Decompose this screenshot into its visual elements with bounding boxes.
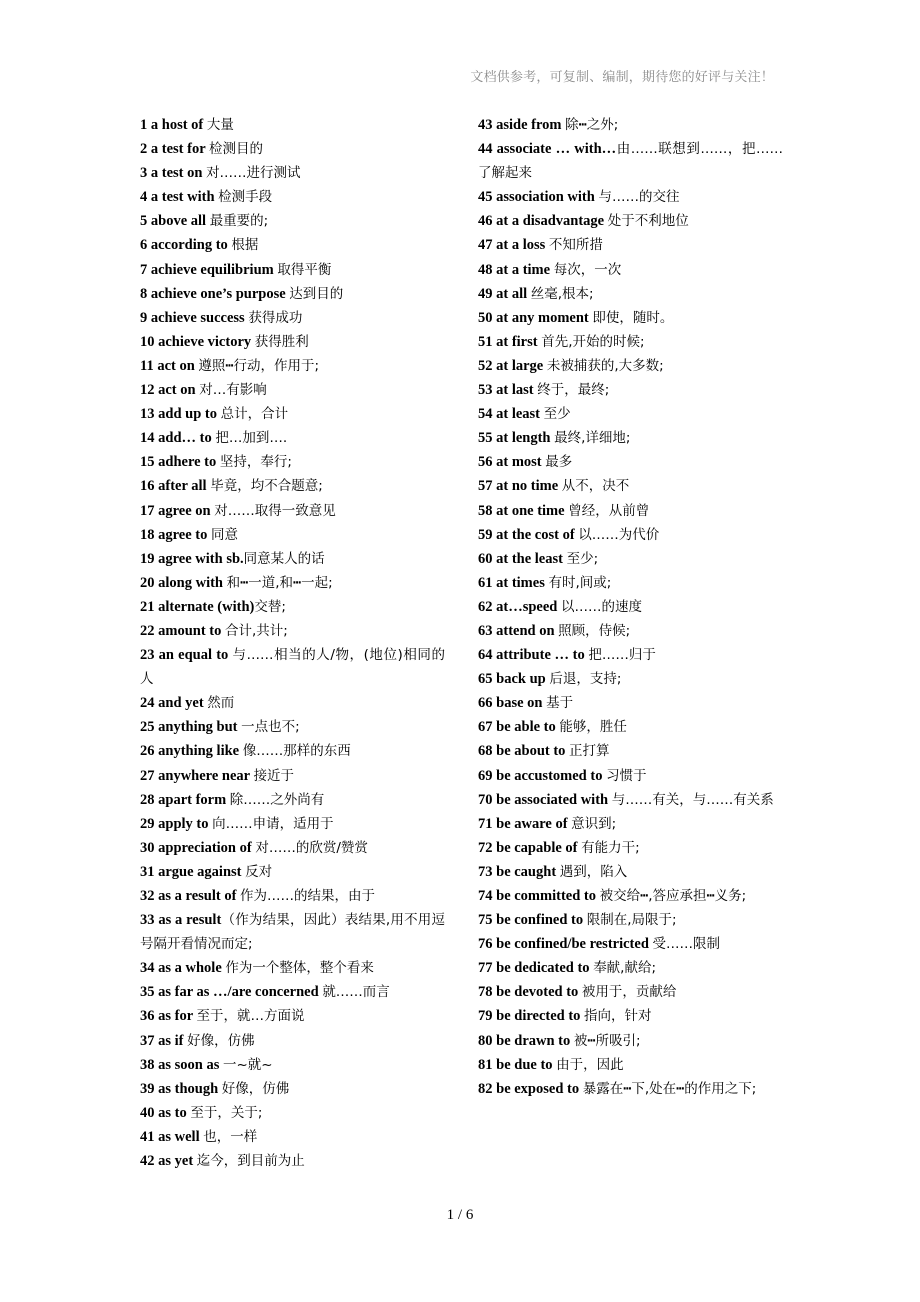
phrase-english: 39 as though <box>140 1080 222 1097</box>
phrase-chinese: 一点也不; <box>241 719 300 736</box>
phrase-chinese: 基于 <box>546 695 574 712</box>
phrase-entry <box>478 137 783 185</box>
phrase-chinese: 处于不利地位 <box>607 213 689 230</box>
phrase-chinese: 然而 <box>207 695 235 712</box>
phrase-entry <box>478 932 783 956</box>
phrase-english: 16 after all <box>140 478 211 495</box>
phrase-chinese: 对……取得一致意见 <box>214 502 336 519</box>
phrase-english: 18 agree to <box>140 526 211 543</box>
phrase-chinese: 首先,开始的时候; <box>541 333 645 350</box>
phrase-entry <box>140 619 445 643</box>
phrase-english: 2 a test for <box>140 141 209 158</box>
phrase-english: 12 act on <box>140 382 200 399</box>
phrase-chinese: 坚持，奉行; <box>219 454 292 471</box>
phrase-entry <box>478 113 783 137</box>
phrase-entry <box>478 595 783 619</box>
phrase-english: 43 aside from <box>478 117 566 133</box>
phrase-entry <box>140 836 445 860</box>
phrase-chinese: 至于，关于; <box>190 1104 263 1121</box>
phrase-chinese: 与……有关，与……有关系 <box>611 791 774 808</box>
phrase-entry <box>478 860 783 884</box>
phrase-english: 32 as a result of <box>140 888 241 904</box>
phrase-chinese: 以……为代价 <box>578 526 660 543</box>
phrase-entry <box>140 233 445 257</box>
phrase-entry <box>478 233 783 257</box>
phrase-english: 36 as for <box>140 1008 197 1025</box>
phrase-entry <box>140 812 445 836</box>
phrase-english: 11 act on <box>140 357 199 374</box>
phrase-chinese: 迄今，到目前为止 <box>196 1153 305 1170</box>
phrase-entry <box>478 908 783 932</box>
phrase-chinese: 同意某人的话 <box>243 550 325 567</box>
phrase-chinese: 取得平衡 <box>277 261 332 278</box>
phrase-entry <box>140 908 445 956</box>
phrase-entry <box>140 788 445 812</box>
phrase-chinese: 被交给┅,答应承担┅义务; <box>599 888 747 904</box>
phrase-entry <box>478 956 783 980</box>
phrase-entry <box>478 306 783 330</box>
phrase-english: 51 at first <box>478 333 542 350</box>
phrase-english: 34 as a whole <box>140 960 226 977</box>
phrase-chinese: 对……的欣赏/赞赏 <box>255 839 368 856</box>
phrase-english: 38 as soon as <box>140 1056 223 1073</box>
phrase-chinese: 一~就~ <box>223 1056 273 1073</box>
phrase-english: 69 be accustomed to <box>478 767 607 784</box>
phrase-english: 63 attend on <box>478 622 559 639</box>
phrase-english: 82 be exposed to <box>478 1080 583 1097</box>
phrase-english: 33 as a result <box>140 912 222 929</box>
phrase-chinese: 检测目的 <box>209 141 263 158</box>
phrase-english: 20 along with <box>140 574 227 591</box>
phrase-chinese: 同意 <box>211 526 238 543</box>
phrase-entry <box>478 1053 783 1077</box>
phrase-english: 64 attribute … to <box>478 647 589 664</box>
phrase-entry <box>478 354 783 378</box>
phrase-entry <box>478 426 783 450</box>
phrase-english: 25 anything but <box>140 719 242 736</box>
phrase-chinese: 获得胜利 <box>254 333 309 350</box>
phrase-entry <box>478 643 783 667</box>
phrase-english: 45 association with <box>478 189 599 206</box>
phrase-english: 77 be dedicated to <box>478 960 594 977</box>
phrase-entry <box>140 282 445 306</box>
phrase-chinese: 最多 <box>545 454 573 471</box>
phrase-english: 23 an equal to <box>140 647 233 664</box>
phrase-entry <box>140 113 445 137</box>
phrase-entry <box>478 402 783 426</box>
phrase-entry <box>478 547 783 571</box>
phrase-chinese: 对…有影响 <box>199 382 267 399</box>
phrase-entry <box>478 378 783 402</box>
phrase-entry <box>140 474 445 498</box>
phrase-english: 80 be drawn to <box>478 1032 574 1049</box>
phrase-entry <box>140 715 445 739</box>
phrase-chinese: 也，一样 <box>203 1128 258 1145</box>
phrase-chinese: 把…加到…. <box>215 430 288 447</box>
phrase-english: 14 add… to <box>140 430 216 447</box>
phrase-entry <box>140 764 445 788</box>
phrase-chinese: 与……的交往 <box>598 189 680 206</box>
phrase-chinese: 限制在,局限于; <box>586 912 677 929</box>
phrase-entry <box>478 619 783 643</box>
phrase-chinese: 对……进行测试 <box>206 165 301 182</box>
page-number: 1 / 6 <box>446 1207 474 1223</box>
phrase-english: 58 at one time <box>478 502 569 519</box>
phrase-chinese: 由……联想到……，把……了解起来 <box>478 141 783 182</box>
phrase-chinese: 像……那样的东西 <box>242 743 351 760</box>
phrase-chinese: 反对 <box>245 863 273 880</box>
phrase-entry <box>478 715 783 739</box>
phrase-entry <box>140 1125 445 1149</box>
phrase-english: 3 a test on <box>140 165 207 182</box>
phrase-entry <box>140 739 445 763</box>
phrase-english: 49 at all <box>478 285 531 302</box>
phrase-chinese: 最终,详细地; <box>554 430 631 447</box>
phrase-chinese: 获得成功 <box>248 309 303 326</box>
phrase-chinese: 接近于 <box>253 767 294 784</box>
phrase-entry <box>140 161 445 185</box>
phrase-entry <box>140 571 445 595</box>
phrase-chinese: 合计,共计; <box>225 622 288 639</box>
phrase-chinese: 至于，就…方面说 <box>196 1008 305 1025</box>
phrase-english: 70 be associated with <box>478 791 612 808</box>
phrase-chinese: 总计，合计 <box>220 406 289 423</box>
phrase-chinese: 遵照┅行动，作用于; <box>198 357 320 374</box>
phrase-english: 1 a host of <box>140 117 207 133</box>
phrase-entry <box>478 474 783 498</box>
phrase-entry <box>478 739 783 763</box>
phrase-chinese: 毕竟，均不合题意; <box>210 478 323 495</box>
phrase-entry <box>140 378 445 402</box>
phrase-entry <box>140 980 445 1004</box>
phrase-chinese: 向……申请，适用于 <box>212 815 334 832</box>
phrase-english: 5 above all <box>140 213 210 230</box>
phrase-entry <box>140 860 445 884</box>
phrase-entry <box>478 667 783 691</box>
phrase-english: 54 at least <box>478 406 544 423</box>
phrase-english: 59 at the cost of <box>478 526 579 543</box>
phrase-entry <box>478 1077 783 1101</box>
phrase-chinese: 即使，随时。 <box>592 309 674 326</box>
phrase-chinese: 除……之外尚有 <box>229 791 325 808</box>
phrase-entry <box>478 330 783 354</box>
phrase-chinese: 遇到，陷入 <box>559 863 628 880</box>
phrase-entry <box>140 1077 445 1101</box>
phrase-entry <box>478 258 783 282</box>
phrase-entry <box>140 499 445 523</box>
phrase-entry <box>478 1029 783 1053</box>
phrase-chinese: 未被捕获的,大多数; <box>546 357 664 374</box>
phrase-chinese: 有能力干; <box>581 839 640 856</box>
phrase-english: 22 amount to <box>140 622 225 639</box>
phrase-entry <box>140 884 445 908</box>
phrase-english: 37 as if <box>140 1032 188 1049</box>
phrase-chinese: 曾经，从前曾 <box>568 502 650 519</box>
phrase-entry <box>478 499 783 523</box>
phrase-english: 78 be devoted to <box>478 984 582 1001</box>
phrase-english: 52 at large <box>478 357 547 374</box>
phrase-chinese: 意识到; <box>571 815 617 832</box>
phrase-entry <box>140 330 445 354</box>
phrase-english: 6 according to <box>140 237 232 254</box>
phrase-english: 15 adhere to <box>140 454 220 471</box>
phrase-entry <box>478 788 783 812</box>
phrase-chinese: 每次，一次 <box>553 261 622 278</box>
phrase-chinese: 能够，胜任 <box>559 719 627 736</box>
phrase-entry <box>140 306 445 330</box>
phrase-chinese: 奉献,献给; <box>593 960 657 977</box>
phrase-entry <box>478 812 783 836</box>
phrase-chinese: 不知所措 <box>548 237 603 254</box>
phrase-english: 46 at a disadvantage <box>478 213 608 230</box>
phrase-english: 79 be directed to <box>478 1008 585 1025</box>
phrase-chinese: 根据 <box>231 237 259 254</box>
phrase-english: 44 associate … with… <box>478 141 617 158</box>
phrase-english: 71 be aware of <box>478 815 572 832</box>
right-column <box>478 113 783 1101</box>
phrase-chinese: 习惯于 <box>606 767 647 784</box>
phrase-english: 29 apply to <box>140 815 213 832</box>
phrase-english: 17 agree on <box>140 502 215 519</box>
phrase-english: 31 argue against <box>140 863 246 880</box>
phrase-entry <box>140 1004 445 1028</box>
phrase-english: 35 as far as …/are concerned <box>140 984 323 1001</box>
phrase-english: 41 as well <box>140 1128 204 1145</box>
phrase-chinese: 从不，决不 <box>561 478 630 495</box>
phrase-english: 74 be committed to <box>478 888 600 904</box>
phrase-entry <box>140 450 445 474</box>
phrase-english: 81 be due to <box>478 1056 557 1073</box>
phrase-entry <box>140 1101 445 1125</box>
phrase-entry <box>140 402 445 426</box>
phrase-english: 9 achieve success <box>140 309 249 326</box>
phrase-chinese: 交替; <box>254 598 286 615</box>
phrase-english: 48 at a time <box>478 261 554 278</box>
phrase-entry <box>140 643 445 691</box>
phrase-english: 28 apart form <box>140 791 230 808</box>
phrase-entry <box>140 691 445 715</box>
phrase-entry <box>478 282 783 306</box>
phrase-entry <box>478 764 783 788</box>
phrase-chinese: 受……限制 <box>652 936 721 953</box>
phrase-chinese: 检测手段 <box>218 189 273 206</box>
left-column <box>140 113 445 1173</box>
phrase-english: 24 and yet <box>140 695 208 712</box>
phrase-entry <box>478 980 783 1004</box>
phrase-chinese: 被┅所吸引; <box>573 1032 641 1049</box>
phrase-english: 55 at length <box>478 430 555 447</box>
phrase-entry <box>140 258 445 282</box>
phrase-english: 47 at a loss <box>478 237 549 254</box>
phrase-entry <box>140 595 445 619</box>
phrase-entry <box>140 1053 445 1077</box>
phrase-english: 27 anywhere near <box>140 767 254 784</box>
phrase-english: 13 add up to <box>140 406 221 423</box>
phrase-entry <box>140 547 445 571</box>
phrase-entry <box>478 836 783 860</box>
phrase-entry <box>478 884 783 908</box>
phrase-english: 8 achieve one’s purpose <box>140 285 290 302</box>
phrase-entry <box>478 523 783 547</box>
phrase-entry <box>140 185 445 209</box>
phrase-english: 7 achieve equilibrium <box>140 261 278 278</box>
phrase-entry <box>478 571 783 595</box>
phrase-english: 42 as yet <box>140 1153 197 1170</box>
phrase-entry <box>478 209 783 233</box>
phrase-entry <box>478 450 783 474</box>
phrase-chinese: 大量 <box>206 117 234 133</box>
phrase-chinese: 至少; <box>566 550 599 567</box>
phrase-chinese: 有时,间或; <box>548 574 612 591</box>
phrase-english: 40 as to <box>140 1104 191 1121</box>
phrase-chinese: 和┅一道,和┅一起; <box>226 574 333 591</box>
phrase-english: 21 alternate (with) <box>140 598 255 615</box>
phrase-chinese: 达到目的 <box>289 285 344 302</box>
phrase-chinese: 好像，仿佛 <box>187 1032 255 1049</box>
phrase-entry <box>140 209 445 233</box>
phrase-chinese: 丝毫,根本; <box>530 285 594 302</box>
phrase-english: 68 be about to <box>478 743 570 760</box>
phrase-chinese: 照顾，侍候; <box>558 622 631 639</box>
phrase-english: 50 at any moment <box>478 309 593 326</box>
phrase-chinese: 最重要的; <box>209 213 269 230</box>
phrase-chinese: 指向，针对 <box>584 1008 652 1025</box>
phrase-chinese: 由于，因此 <box>556 1056 624 1073</box>
phrase-chinese: 把……归于 <box>588 647 656 664</box>
phrase-entry <box>140 956 445 980</box>
phrase-entry <box>140 354 445 378</box>
phrase-entry <box>140 1029 445 1053</box>
phrase-english: 19 agree with sb. <box>140 550 244 567</box>
phrase-chinese: 后退，支持; <box>549 671 622 688</box>
phrase-chinese: 以……的速度 <box>560 598 642 615</box>
phrase-entry <box>478 185 783 209</box>
phrase-english: 75 be confined to <box>478 912 587 929</box>
phrase-english: 26 anything like <box>140 743 243 760</box>
header-note: 文档供参考，可复制、编制，期待您的好评与关注！ <box>470 70 774 85</box>
phrase-entry <box>478 1004 783 1028</box>
phrase-english: 72 be capable of <box>478 839 582 856</box>
phrase-english: 76 be confined/be restricted <box>478 936 653 953</box>
phrase-chinese: （作为结果，因此）表结果,用不用逗号隔开看情况而定; <box>140 912 445 953</box>
phrase-english: 4 a test with <box>140 189 219 206</box>
phrase-chinese: 作为一个整体，整个看来 <box>225 960 374 977</box>
phrase-english: 60 at the least <box>478 550 567 567</box>
phrase-chinese: 被用于，贡献给 <box>581 984 677 1001</box>
phrase-entry <box>478 691 783 715</box>
phrase-english: 67 be able to <box>478 719 560 736</box>
phrase-english: 62 at…speed <box>478 598 561 615</box>
phrase-entry <box>140 426 445 450</box>
phrase-chinese: 就……而言 <box>322 984 390 1001</box>
phrase-english: 65 back up <box>478 671 550 688</box>
phrase-english: 53 at last <box>478 382 538 399</box>
phrase-english: 66 base on <box>478 695 547 712</box>
phrase-english: 61 at times <box>478 574 549 591</box>
phrase-chinese: 至少 <box>543 406 571 423</box>
phrase-entry <box>140 137 445 161</box>
phrase-english: 10 achieve victory <box>140 333 255 350</box>
phrase-english: 30 appreciation of <box>140 839 256 856</box>
phrase-entry <box>140 1149 445 1173</box>
phrase-english: 73 be caught <box>478 863 560 880</box>
phrase-chinese: 与……相当的人/物，(地位)相同的人 <box>140 647 445 688</box>
phrase-chinese: 作为……的结果，由于 <box>240 888 376 904</box>
phrase-chinese: 终于，最终; <box>537 382 610 399</box>
phrase-english: 56 at most <box>478 454 546 471</box>
phrase-chinese: 暴露在┅下,处在┅的作用之下; <box>582 1080 757 1097</box>
phrase-entry <box>140 523 445 547</box>
phrase-chinese: 除┅之外; <box>565 117 619 133</box>
phrase-chinese: 好像，仿佛 <box>221 1080 290 1097</box>
phrase-chinese: 正打算 <box>569 743 610 760</box>
phrase-english: 57 at no time <box>478 478 562 495</box>
